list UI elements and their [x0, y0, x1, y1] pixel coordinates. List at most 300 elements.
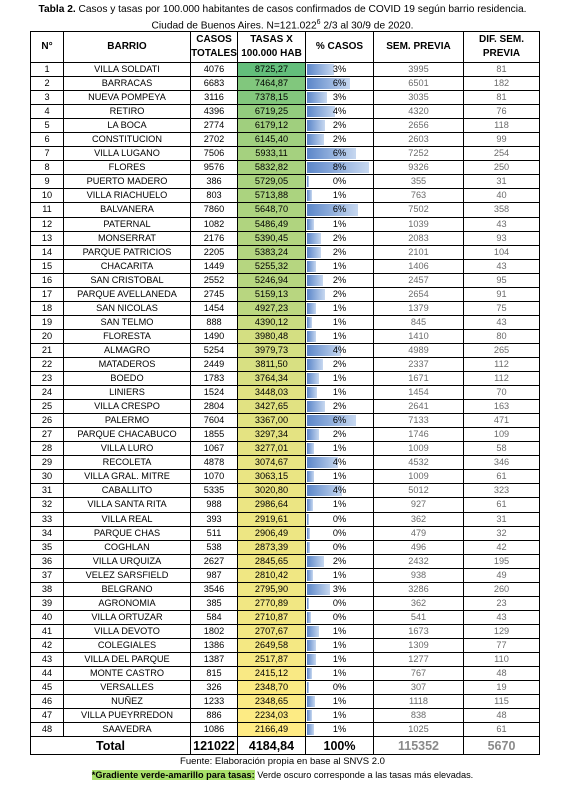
casos-value: 511: [191, 526, 238, 540]
tasa-value: [238, 259, 306, 273]
casos-value: 5335: [191, 484, 238, 498]
barrio-name: SAN CRISTOBAL: [64, 273, 191, 287]
table-row: [31, 526, 540, 540]
table-row: [31, 245, 540, 259]
barrio-name: BOEDO: [64, 372, 191, 386]
pct-value: [306, 709, 374, 723]
previa-value: 1454: [374, 386, 464, 400]
table-row: [31, 147, 540, 161]
pct-text: 1%: [332, 471, 347, 482]
dif-value: 129: [464, 624, 540, 638]
tasa-text: 2770,89: [254, 597, 289, 608]
casos-value: 2804: [191, 400, 238, 414]
table-row: [31, 681, 540, 695]
dif-value: 48: [464, 667, 540, 681]
previa-value: 1009: [374, 442, 464, 456]
pct-databar: [307, 289, 325, 300]
tasa-text: 2707,67: [254, 625, 289, 636]
row-number: 46: [31, 695, 64, 709]
dif-value: 19: [464, 681, 540, 695]
barrio-name: BELGRANO: [64, 582, 191, 596]
dif-value: 58: [464, 442, 540, 456]
pct-databar: [307, 261, 316, 272]
pct-value: [306, 638, 374, 652]
row-number: 11: [31, 203, 64, 217]
casos-value: 2205: [191, 245, 238, 259]
tasa-value: [238, 596, 306, 610]
previa-value: 3286: [374, 582, 464, 596]
table-row: [31, 77, 540, 91]
table-row: [31, 301, 540, 315]
row-number: 16: [31, 273, 64, 287]
pct-databar: [307, 640, 316, 651]
tasa-value: [238, 287, 306, 301]
pct-databar: [307, 696, 315, 707]
pct-value: [306, 723, 374, 737]
pct-databar: [307, 429, 319, 440]
dif-value: 346: [464, 456, 540, 470]
tasa-value: [238, 203, 306, 217]
tasa-value: [238, 189, 306, 203]
row-number: 15: [31, 259, 64, 273]
barrio-name: NUEVA POMPEYA: [64, 91, 191, 105]
total-dif: 5670: [464, 737, 540, 755]
pct-value: [306, 554, 374, 568]
pct-value: [306, 301, 374, 315]
previa-value: 1025: [374, 723, 464, 737]
previa-value: 2457: [374, 273, 464, 287]
pct-value: [306, 526, 374, 540]
previa-value: 1406: [374, 259, 464, 273]
pct-databar: [307, 598, 309, 609]
pct-value: [306, 357, 374, 371]
pct-value: [306, 624, 374, 638]
row-number: 6: [31, 133, 64, 147]
previa-value: 1009: [374, 470, 464, 484]
tasa-text: 3074,67: [254, 457, 289, 468]
pct-value: [306, 681, 374, 695]
pct-value: [306, 147, 374, 161]
dif-value: 104: [464, 245, 540, 259]
table-row: [31, 105, 540, 119]
dif-value: 265: [464, 343, 540, 357]
table-row: [31, 540, 540, 554]
row-number: 1: [31, 63, 64, 77]
casos-value: 9576: [191, 161, 238, 175]
pct-text: 0%: [332, 513, 347, 524]
table-row: [31, 175, 540, 189]
pct-databar: [307, 134, 324, 145]
pct-databar: [307, 106, 335, 117]
tasa-text: 8725,27: [254, 64, 289, 75]
source-footer: Fuente: Elaboración propia en base al SNVS 2.0: [180, 756, 385, 767]
pct-databar: [307, 275, 323, 286]
tasa-value: [238, 512, 306, 526]
total-tasa: 4184,84: [238, 737, 306, 755]
pct-text: 1%: [332, 625, 347, 636]
tasa-value: [238, 540, 306, 554]
dif-value: 61: [464, 723, 540, 737]
row-number: 33: [31, 512, 64, 526]
row-number: 47: [31, 709, 64, 723]
tasa-value: [238, 695, 306, 709]
casos-value: 2176: [191, 231, 238, 245]
pct-value: [306, 189, 374, 203]
dif-value: 99: [464, 133, 540, 147]
tasa-text: 6719,25: [254, 106, 289, 117]
pct-value: [306, 498, 374, 512]
dif-value: 358: [464, 203, 540, 217]
tasa-text: 2810,42: [254, 569, 289, 580]
pct-databar: [307, 528, 310, 539]
tasa-text: 4927,23: [254, 302, 289, 313]
previa-value: 1039: [374, 217, 464, 231]
dif-value: 110: [464, 652, 540, 666]
pct-databar: [307, 148, 356, 159]
table-row: [31, 133, 540, 147]
tasa-text: 2795,90: [254, 583, 289, 594]
pct-text: 0%: [332, 611, 347, 622]
previa-value: 5012: [374, 484, 464, 498]
table-row: [31, 667, 540, 681]
pct-text: 6%: [332, 148, 347, 159]
pct-databar: [307, 317, 312, 328]
barrio-name: VILLA GRAL. MITRE: [64, 470, 191, 484]
barrio-name: BALVANERA: [64, 203, 191, 217]
casos-value: 1449: [191, 259, 238, 273]
barrio-name: FLORESTA: [64, 329, 191, 343]
pct-databar: [307, 514, 309, 525]
pct-value: [306, 512, 374, 526]
tasa-value: [238, 273, 306, 287]
tasa-text: 3427,65: [254, 401, 289, 412]
pct-text: 0%: [332, 527, 347, 538]
pct-text: 2%: [332, 232, 347, 243]
casos-value: 886: [191, 709, 238, 723]
table-row: [31, 217, 540, 231]
pct-value: [306, 245, 374, 259]
pct-value: [306, 175, 374, 189]
previa-value: 2641: [374, 400, 464, 414]
tasa-text: 2415,12: [254, 668, 289, 679]
barrio-name: SAN NICOLAS: [64, 301, 191, 315]
pct-text: 1%: [332, 696, 347, 707]
row-number: 13: [31, 231, 64, 245]
pct-text: 4%: [332, 485, 347, 496]
table-row: [31, 484, 540, 498]
tasa-value: [238, 484, 306, 498]
tasa-text: 3297,34: [254, 429, 289, 440]
table-row: [31, 287, 540, 301]
tasa-value: [238, 470, 306, 484]
pct-databar: [307, 219, 314, 230]
barrio-name: VILLA LURO: [64, 442, 191, 456]
row-number: 5: [31, 119, 64, 133]
pct-text: 0%: [332, 682, 347, 693]
dif-value: 118: [464, 119, 540, 133]
row-number: 40: [31, 610, 64, 624]
total-pct: 100%: [306, 737, 374, 755]
dif-value: 49: [464, 568, 540, 582]
casos-value: 2745: [191, 287, 238, 301]
pct-value: [306, 596, 374, 610]
row-number: 22: [31, 357, 64, 371]
tasa-value: [238, 638, 306, 652]
previa-value: 2656: [374, 119, 464, 133]
dif-value: 43: [464, 315, 540, 329]
tasa-value: [238, 498, 306, 512]
casos-value: 1387: [191, 652, 238, 666]
pct-text: 2%: [332, 288, 347, 299]
casos-value: 2774: [191, 119, 238, 133]
barrio-name: VILLA CRESPO: [64, 400, 191, 414]
row-number: 10: [31, 189, 64, 203]
previa-value: 3035: [374, 91, 464, 105]
tasa-text: 2649,58: [254, 639, 289, 650]
barrio-name: COGHLAN: [64, 540, 191, 554]
casos-value: 1233: [191, 695, 238, 709]
pct-value: [306, 315, 374, 329]
table-row: [31, 442, 540, 456]
tasa-text: 5832,82: [254, 162, 289, 173]
dif-value: 23: [464, 596, 540, 610]
pct-value: [306, 442, 374, 456]
previa-value: 7502: [374, 203, 464, 217]
barrio-name: VILLA SANTA RITA: [64, 498, 191, 512]
row-number: 32: [31, 498, 64, 512]
dif-value: 95: [464, 273, 540, 287]
tasa-value: [238, 624, 306, 638]
dif-value: 163: [464, 400, 540, 414]
pct-databar: [307, 710, 312, 721]
tasa-value: [238, 652, 306, 666]
dif-value: 91: [464, 287, 540, 301]
table-row: [31, 470, 540, 484]
tasa-value: [238, 329, 306, 343]
previa-value: 496: [374, 540, 464, 554]
casos-value: 1802: [191, 624, 238, 638]
pct-databar: [307, 668, 312, 679]
pct-databar: [307, 584, 330, 595]
dif-value: 32: [464, 526, 540, 540]
pct-text: 0%: [332, 597, 347, 608]
previa-value: 927: [374, 498, 464, 512]
row-number: 41: [31, 624, 64, 638]
pct-value: [306, 63, 374, 77]
pct-text: 2%: [332, 246, 347, 257]
tasa-text: 7464,87: [254, 78, 289, 89]
pct-value: [306, 343, 374, 357]
previa-value: 1277: [374, 652, 464, 666]
tasa-text: 5159,13: [254, 288, 289, 299]
pct-databar: [307, 247, 321, 258]
casos-value: 326: [191, 681, 238, 695]
table-row: [31, 624, 540, 638]
row-number: 29: [31, 456, 64, 470]
gradient-note: [0, 770, 565, 780]
dif-value: 31: [464, 512, 540, 526]
pct-text: 2%: [332, 359, 347, 369]
tasa-text: 2348,70: [254, 682, 289, 693]
table-row: [31, 638, 540, 652]
casos-value: 1454: [191, 301, 238, 315]
dif-value: 70: [464, 386, 540, 400]
dif-value: 112: [464, 372, 540, 386]
pct-text: 1%: [332, 668, 347, 679]
previa-value: 767: [374, 667, 464, 681]
header-dif: DIF. SEM. PREVIA: [464, 32, 540, 63]
casos-value: 2702: [191, 133, 238, 147]
casos-value: 1086: [191, 723, 238, 737]
dif-value: 195: [464, 554, 540, 568]
table-row: [31, 568, 540, 582]
dif-value: 40: [464, 189, 540, 203]
barrio-name: VILLA RIACHUELO: [64, 189, 191, 203]
table-row: [31, 414, 540, 428]
barrio-name: VILLA DEL PARQUE: [64, 652, 191, 666]
casos-value: 7604: [191, 414, 238, 428]
pct-text: 4%: [332, 344, 347, 355]
dif-value: 471: [464, 414, 540, 428]
previa-value: 479: [374, 526, 464, 540]
tasa-text: 3979,73: [254, 344, 289, 355]
header-pct: % CASOS: [306, 32, 374, 63]
barrio-name: COLEGIALES: [64, 638, 191, 652]
pct-text: 4%: [332, 457, 347, 468]
tasa-value: [238, 343, 306, 357]
barrio-name: FLORES: [64, 161, 191, 175]
tasa-text: 2845,65: [254, 555, 289, 566]
tasa-text: 3764,34: [254, 373, 289, 384]
casos-value: 5254: [191, 343, 238, 357]
row-number: 28: [31, 442, 64, 456]
tasa-value: [238, 681, 306, 695]
pct-text: 1%: [332, 302, 347, 313]
row-number: 19: [31, 315, 64, 329]
row-number: 36: [31, 554, 64, 568]
row-number: 45: [31, 681, 64, 695]
row-number: 27: [31, 428, 64, 442]
pct-value: [306, 470, 374, 484]
row-number: 21: [31, 343, 64, 357]
tasa-text: 2986,64: [254, 499, 289, 510]
pct-value: [306, 695, 374, 709]
tasa-value: [238, 119, 306, 133]
gradient-note-text: Verde oscuro corresponde a las tasas más elevadas.: [254, 770, 474, 780]
pct-value: [306, 428, 374, 442]
row-number: 48: [31, 723, 64, 737]
casos-value: 385: [191, 596, 238, 610]
table-row: [31, 91, 540, 105]
row-number: 35: [31, 540, 64, 554]
dif-value: 48: [464, 709, 540, 723]
tasa-value: [238, 372, 306, 386]
barrio-name: MATADEROS: [64, 357, 191, 371]
tasa-value: [238, 63, 306, 77]
barrio-name: VELEZ SARSFIELD: [64, 568, 191, 582]
table-row: [31, 119, 540, 133]
barrio-name: VILLA SOLDATI: [64, 63, 191, 77]
tasa-text: 2166,49: [254, 724, 289, 735]
pct-text: 4%: [332, 106, 347, 117]
tasa-text: 6145,40: [254, 134, 289, 145]
casos-value: 7506: [191, 147, 238, 161]
row-number: 30: [31, 470, 64, 484]
tasa-text: 5390,45: [254, 232, 289, 243]
tasa-value: [238, 105, 306, 119]
pct-text: 1%: [332, 330, 347, 341]
table-row: [31, 273, 540, 287]
table-row: [31, 400, 540, 414]
pct-value: [306, 414, 374, 428]
row-number: 2: [31, 77, 64, 91]
previa-value: 1673: [374, 624, 464, 638]
row-number: 34: [31, 526, 64, 540]
table-row: [31, 554, 540, 568]
previa-value: 355: [374, 175, 464, 189]
barrio-name: PARQUE CHACABUCO: [64, 428, 191, 442]
previa-value: 3995: [374, 63, 464, 77]
barrio-name: CHACARITA: [64, 259, 191, 273]
previa-value: 307: [374, 681, 464, 695]
barrio-name: RETIRO: [64, 105, 191, 119]
previa-value: 1410: [374, 329, 464, 343]
tasa-value: [238, 217, 306, 231]
previa-value: 1118: [374, 695, 464, 709]
tasa-text: 6179,12: [254, 120, 289, 131]
casos-value: 4878: [191, 456, 238, 470]
tasa-text: 2873,39: [254, 541, 289, 552]
barrio-name: NUÑEZ: [64, 695, 191, 709]
pct-databar: [307, 64, 334, 75]
gradient-note-highlight: *Gradiente verde-amarillo para tasas:: [91, 770, 255, 780]
total-casos: 121022: [191, 737, 238, 755]
tasa-text: 2919,61: [254, 513, 289, 524]
tasa-value: [238, 456, 306, 470]
tasa-text: 3063,15: [254, 471, 289, 482]
casos-value: 1386: [191, 638, 238, 652]
pct-text: 2%: [332, 134, 347, 145]
table-row: [31, 189, 540, 203]
barrio-name: PARQUE PATRICIOS: [64, 245, 191, 259]
casos-value: 988: [191, 498, 238, 512]
tasa-value: [238, 133, 306, 147]
pct-text: 1%: [332, 190, 347, 201]
tasa-text: 5383,24: [254, 246, 289, 257]
row-number: 3: [31, 91, 64, 105]
table-row: [31, 386, 540, 400]
row-number: 12: [31, 217, 64, 231]
casos-value: 4396: [191, 105, 238, 119]
tasa-value: [238, 386, 306, 400]
table-row: [31, 695, 540, 709]
header-casos: CASOS TOTALES: [191, 32, 238, 63]
barrio-name: VILLA ORTUZAR: [64, 610, 191, 624]
dif-value: 93: [464, 231, 540, 245]
previa-value: 4320: [374, 105, 464, 119]
row-number: 44: [31, 667, 64, 681]
previa-value: 763: [374, 189, 464, 203]
tasa-text: 5933,11: [255, 148, 288, 159]
barrio-name: PARQUE AVELLANEDA: [64, 287, 191, 301]
table-row: [31, 723, 540, 737]
table-label: Tabla 2.: [38, 4, 76, 15]
casos-value: 2627: [191, 554, 238, 568]
tasa-value: [238, 245, 306, 259]
tasa-text: 4390,12: [254, 316, 289, 327]
barrio-name: SAN TELMO: [64, 315, 191, 329]
table-row: [31, 652, 540, 666]
